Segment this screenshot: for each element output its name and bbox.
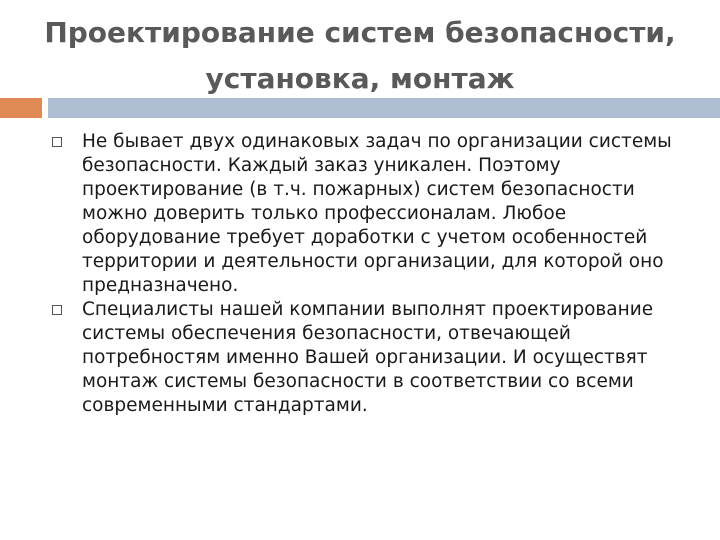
slide-title-line-2: установка, монтаж bbox=[205, 62, 515, 95]
accent-bar-blue bbox=[48, 98, 720, 118]
square-bullet-icon bbox=[52, 305, 62, 315]
bullet-text-2: Специалисты нашей компании выполнят проектирование системы обеспечения безопасности, отвечающей потребностям именно Вашей организации. И осуществят монтаж системы безопасности в соответствии со всеми современными стандартами. bbox=[82, 299, 654, 416]
bullet-item-2 bbox=[52, 298, 702, 418]
accent-bar-orange bbox=[0, 98, 42, 118]
bullet-item-1 bbox=[52, 130, 702, 298]
slide-title-line-1: Проектирование систем безопасности, bbox=[44, 16, 676, 49]
bullet-text-1: Не бывает двух одинаковых задач по организации системы безопасности. Каждый заказ уникален. Поэтому проектирование (в т.ч. пожарных) систем безопасности можно доверить только профессионалам. Любое оборудование требует доработки с учетом особенностей территории и деятельности организации, для которой оно предназначено. bbox=[82, 131, 672, 296]
slide-title bbox=[40, 10, 680, 102]
square-bullet-icon bbox=[52, 137, 62, 147]
bullet-list bbox=[52, 130, 702, 418]
